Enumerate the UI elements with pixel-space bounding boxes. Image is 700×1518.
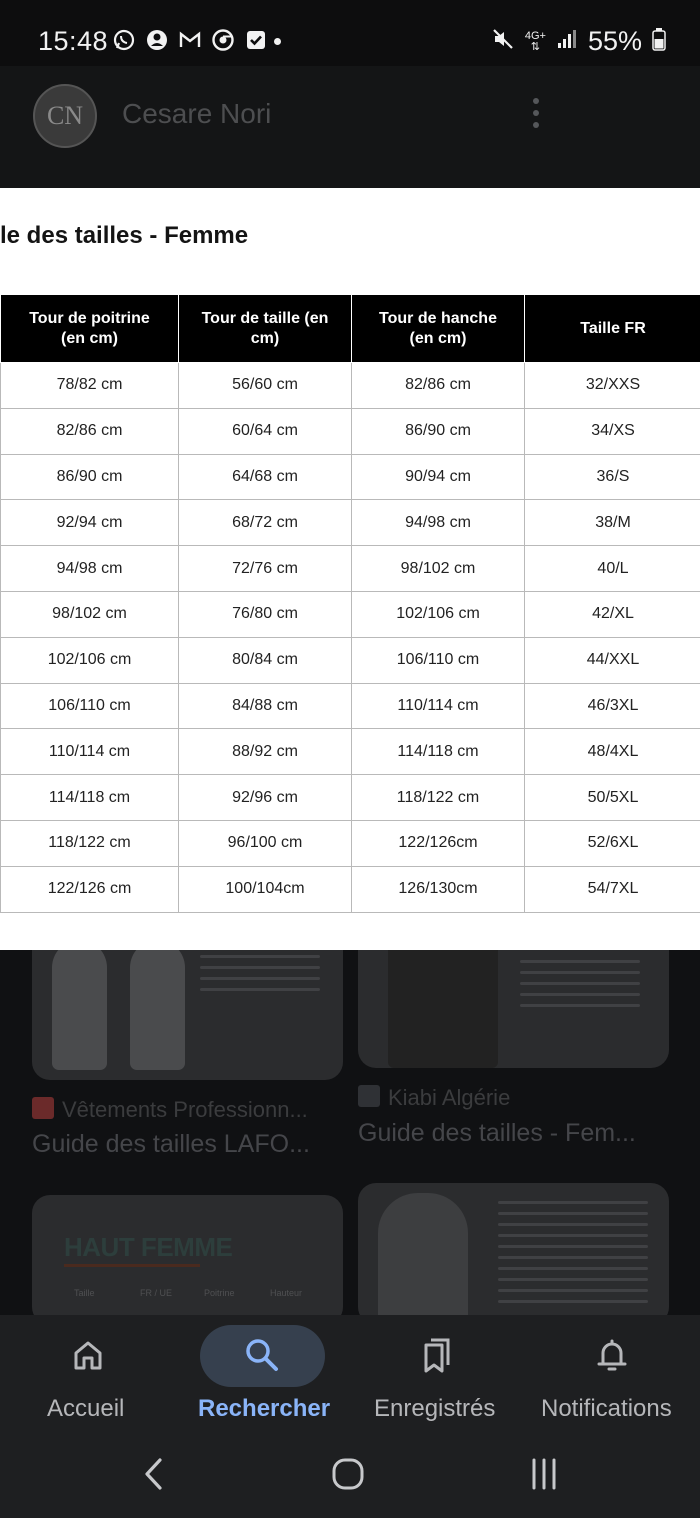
cell-chest: 86/90 cm — [1, 454, 179, 500]
header-size-fr: Taille FR — [525, 295, 700, 363]
cell-waist: 96/100 cm — [179, 820, 352, 866]
cell-waist: 100/104cm — [179, 866, 352, 912]
header-waist: Tour de taille (en cm) — [179, 295, 352, 363]
cell-size-fr: 40/L — [525, 546, 700, 592]
header-chest: Tour de poitrine (en cm) — [1, 295, 179, 363]
table-row — [1, 729, 700, 775]
system-navigation — [0, 1430, 700, 1518]
table-row — [1, 637, 700, 683]
back-icon[interactable] — [132, 1452, 176, 1496]
thumb-lines — [520, 960, 640, 1015]
cell-chest: 98/102 cm — [1, 591, 179, 637]
bell-icon — [592, 1335, 632, 1375]
cell-size-fr: 46/3XL — [525, 683, 700, 729]
nav-label-saved: Enregistrés — [374, 1395, 496, 1422]
cell-size-fr: 42/XL — [525, 591, 700, 637]
cell-hip: 126/130cm — [352, 866, 525, 912]
result-source-1[interactable]: Vêtements Professionn... — [62, 1097, 308, 1122]
gmail-icon — [178, 28, 202, 52]
network-4g-icon — [525, 31, 546, 53]
table-row — [1, 775, 700, 821]
cell-size-fr: 44/XXL — [525, 637, 700, 683]
table-row — [1, 500, 700, 546]
result-source-2[interactable]: Kiabi Algérie — [388, 1085, 511, 1110]
thumb-col-2: FR / UE — [140, 1288, 173, 1298]
source-favicon-1 — [32, 1097, 54, 1119]
chrome-icon — [211, 28, 235, 52]
thumb-heading: HAUT FEMME — [64, 1232, 233, 1262]
cell-waist: 92/96 cm — [179, 775, 352, 821]
cell-hip: 90/94 cm — [352, 454, 525, 500]
cell-chest: 110/114 cm — [1, 729, 179, 775]
cell-hip: 110/114 cm — [352, 683, 525, 729]
cell-chest: 114/118 cm — [1, 775, 179, 821]
check-box-icon — [244, 28, 268, 52]
table-row — [1, 866, 700, 912]
cell-hip: 106/110 cm — [352, 637, 525, 683]
cell-size-fr: 48/4XL — [525, 729, 700, 775]
data-arrows-icon: ⇅ — [530, 40, 540, 53]
thumb-lines — [498, 1201, 648, 1311]
cell-waist: 76/80 cm — [179, 591, 352, 637]
table-row — [1, 454, 700, 500]
table-row — [1, 546, 700, 592]
cell-waist: 68/72 cm — [179, 500, 352, 546]
cell-hip: 118/122 cm — [352, 775, 525, 821]
cell-chest: 106/110 cm — [1, 683, 179, 729]
cell-waist: 60/64 cm — [179, 408, 352, 454]
cell-chest: 92/94 cm — [1, 500, 179, 546]
status-time: 15:48 — [38, 26, 109, 56]
figure-model — [378, 1193, 468, 1325]
cell-hip: 86/90 cm — [352, 408, 525, 454]
cell-size-fr: 38/M — [525, 500, 700, 546]
network-type: 4G+ — [524, 29, 546, 42]
cell-hip: 102/106 cm — [352, 591, 525, 637]
thumb-lines — [200, 955, 320, 999]
cell-waist: 88/92 cm — [179, 729, 352, 775]
nav-item-notifications[interactable] — [525, 1315, 700, 1430]
nav-item-saved[interactable] — [350, 1315, 525, 1430]
cell-waist: 80/84 cm — [179, 637, 352, 683]
whatsapp-icon — [112, 28, 136, 52]
home-circle-icon[interactable] — [326, 1452, 370, 1496]
cell-size-fr: 50/5XL — [525, 775, 700, 821]
account-icon — [145, 28, 169, 52]
recents-icon[interactable] — [522, 1452, 566, 1496]
signal-icon — [556, 28, 578, 55]
nav-item-home[interactable] — [0, 1315, 175, 1430]
thumb-col-4: Hauteur — [270, 1288, 303, 1298]
cell-chest: 102/106 cm — [1, 637, 179, 683]
cell-hip: 82/86 cm — [352, 363, 525, 409]
thumb-underline — [64, 1264, 200, 1267]
figure-front — [52, 940, 107, 1070]
kiabi-icon — [358, 1085, 380, 1107]
result-title-2[interactable]: Guide des tailles - Fem... — [358, 1119, 636, 1147]
cell-chest: 78/82 cm — [1, 363, 179, 409]
cell-waist: 64/68 cm — [179, 454, 352, 500]
avatar[interactable] — [33, 84, 97, 148]
cell-size-fr: 36/S — [525, 454, 700, 500]
header-hip: Tour de hanche (en cm) — [352, 295, 525, 363]
figure-back — [130, 940, 185, 1070]
table-row — [1, 591, 700, 637]
nav-label-notifications: Notifications — [541, 1395, 672, 1422]
thumb-col-3: Poitrine — [204, 1288, 235, 1298]
table-row — [1, 683, 700, 729]
cell-chest: 118/122 cm — [1, 820, 179, 866]
cell-size-fr: 34/XS — [525, 408, 700, 454]
bookmarks-icon — [417, 1335, 457, 1375]
thumb-col-1: Taille — [74, 1288, 95, 1298]
table-row — [1, 820, 700, 866]
cell-hip: 122/126cm — [352, 820, 525, 866]
cell-hip: 94/98 cm — [352, 500, 525, 546]
cell-size-fr: 32/XXS — [525, 363, 700, 409]
app-header — [0, 66, 700, 188]
cell-waist: 84/88 cm — [179, 683, 352, 729]
more-options-icon[interactable] — [533, 98, 541, 134]
result-title-1[interactable]: Guide des tailles LAFO... — [32, 1130, 310, 1158]
table-header-row — [1, 295, 700, 363]
table-row — [1, 408, 700, 454]
battery-percent: 55% — [587, 26, 642, 56]
cell-hip: 98/102 cm — [352, 546, 525, 592]
avatar-initials: CN — [46, 101, 84, 130]
cell-size-fr: 54/7XL — [525, 866, 700, 912]
nav-item-search[interactable] — [175, 1315, 350, 1430]
result-thumbnail-4[interactable] — [358, 1183, 669, 1325]
mute-icon — [491, 27, 515, 56]
cell-size-fr: 52/6XL — [525, 820, 700, 866]
nav-label-home: Accueil — [47, 1395, 125, 1422]
cell-chest: 82/86 cm — [1, 408, 179, 454]
status-right — [491, 26, 666, 57]
size-guide-title: le des tailles - Femme — [0, 222, 249, 249]
cell-chest: 94/98 cm — [1, 546, 179, 592]
notification-icons — [112, 28, 268, 52]
cell-hip: 114/118 cm — [352, 729, 525, 775]
cell-waist: 56/60 cm — [179, 363, 352, 409]
battery-icon — [652, 27, 666, 56]
nav-label-search: Rechercher — [198, 1395, 331, 1422]
table-body — [1, 363, 700, 913]
cell-waist: 72/76 cm — [179, 546, 352, 592]
more-notifications-dot — [274, 38, 281, 45]
profile-name[interactable]: Cesare Nori — [122, 98, 272, 129]
search-icon — [242, 1335, 282, 1375]
bottom-navigation — [0, 1315, 700, 1430]
home-icon — [68, 1335, 108, 1375]
status-bar — [0, 0, 700, 66]
cell-chest: 122/126 cm — [1, 866, 179, 912]
table-row — [1, 363, 700, 409]
size-table — [0, 294, 700, 913]
